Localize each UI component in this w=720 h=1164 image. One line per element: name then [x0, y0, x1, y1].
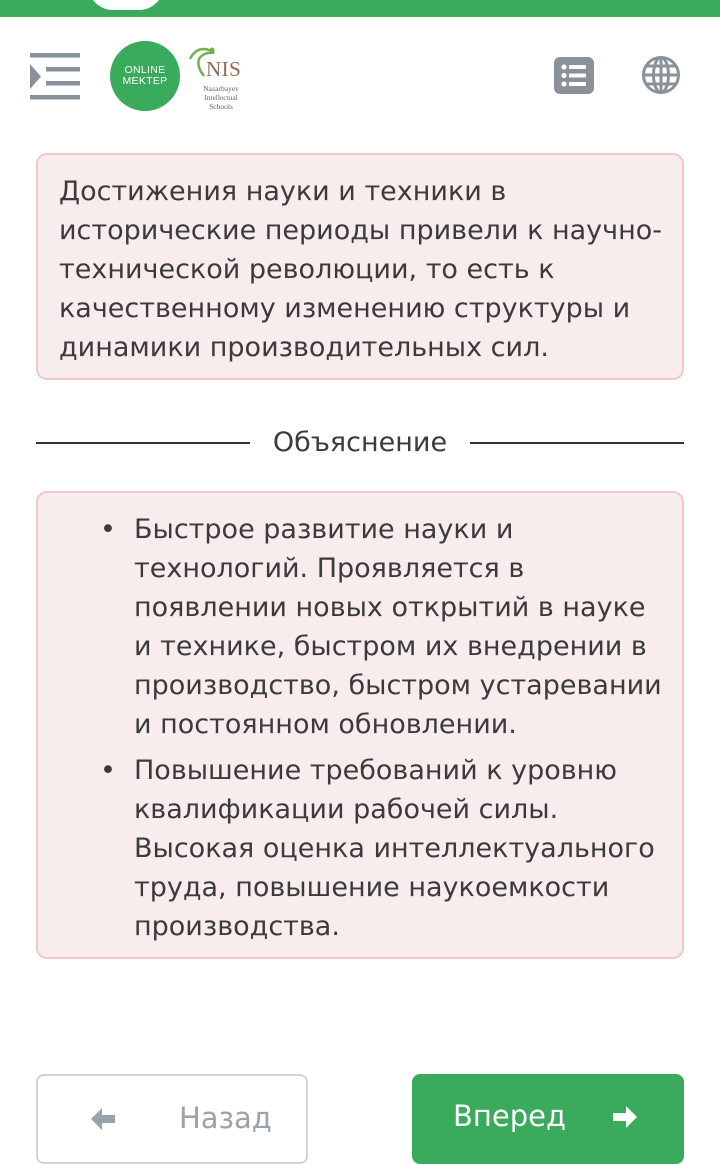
logo-line-1: ONLINE — [124, 64, 166, 76]
logo-line-2: MEKTEP — [122, 75, 168, 87]
online-mektep-logo[interactable] — [110, 41, 180, 111]
nis-subtitle — [194, 84, 248, 111]
nis-sub-2: Intellectual — [204, 93, 238, 102]
divider-left — [36, 442, 250, 444]
app-header — [0, 17, 720, 137]
bullet: • — [100, 514, 116, 545]
divider-right — [470, 442, 684, 444]
arrow-left-icon — [88, 1104, 118, 1134]
bullet: • — [100, 755, 116, 786]
forward-button-label: Вперед — [453, 1099, 566, 1133]
globe-icon — [641, 55, 681, 95]
language-button[interactable] — [641, 55, 681, 95]
nis-logo — [186, 43, 250, 113]
back-button-label: Назад — [179, 1101, 272, 1135]
explanation-list — [38, 510, 662, 946]
arrow-right-icon — [610, 1102, 640, 1132]
menu-collapse-icon — [30, 52, 82, 102]
menu-toggle-button[interactable] — [30, 52, 82, 102]
question-text: Достижения науки и техники в исторические периоды привели к научно-технической революции, то есть к качественному изменению структуры и динамики производительных сил. — [59, 176, 663, 363]
top-status-bar — [0, 0, 720, 17]
nis-sub-3: Schools — [209, 102, 233, 111]
list-item — [38, 510, 662, 744]
nis-sub-1: Nazarbayev — [203, 84, 239, 93]
question-card — [36, 153, 684, 380]
explanation-card — [36, 491, 684, 959]
top-tab-indicator — [88, 0, 164, 10]
explanation-heading: Объяснение — [272, 427, 448, 458]
explanation-item-text: Повышение требований к уровню квалификации рабочей силы. Высокая оценка интеллектуального труда, повышение наукоемкости производства. — [134, 755, 655, 942]
list-item — [38, 751, 662, 946]
back-button[interactable] — [36, 1074, 308, 1164]
explanation-item-text: Быстрое развитие науки и технологий. Проявляется в появлении новых открытий в науке и технике, быстром их внедрении в производство, быстром устаревании и постоянном обновлении. — [134, 514, 662, 740]
list-icon — [554, 57, 594, 94]
task-list-button[interactable] — [554, 57, 594, 94]
forward-button[interactable] — [412, 1074, 684, 1164]
nis-title: NIS — [206, 57, 242, 81]
